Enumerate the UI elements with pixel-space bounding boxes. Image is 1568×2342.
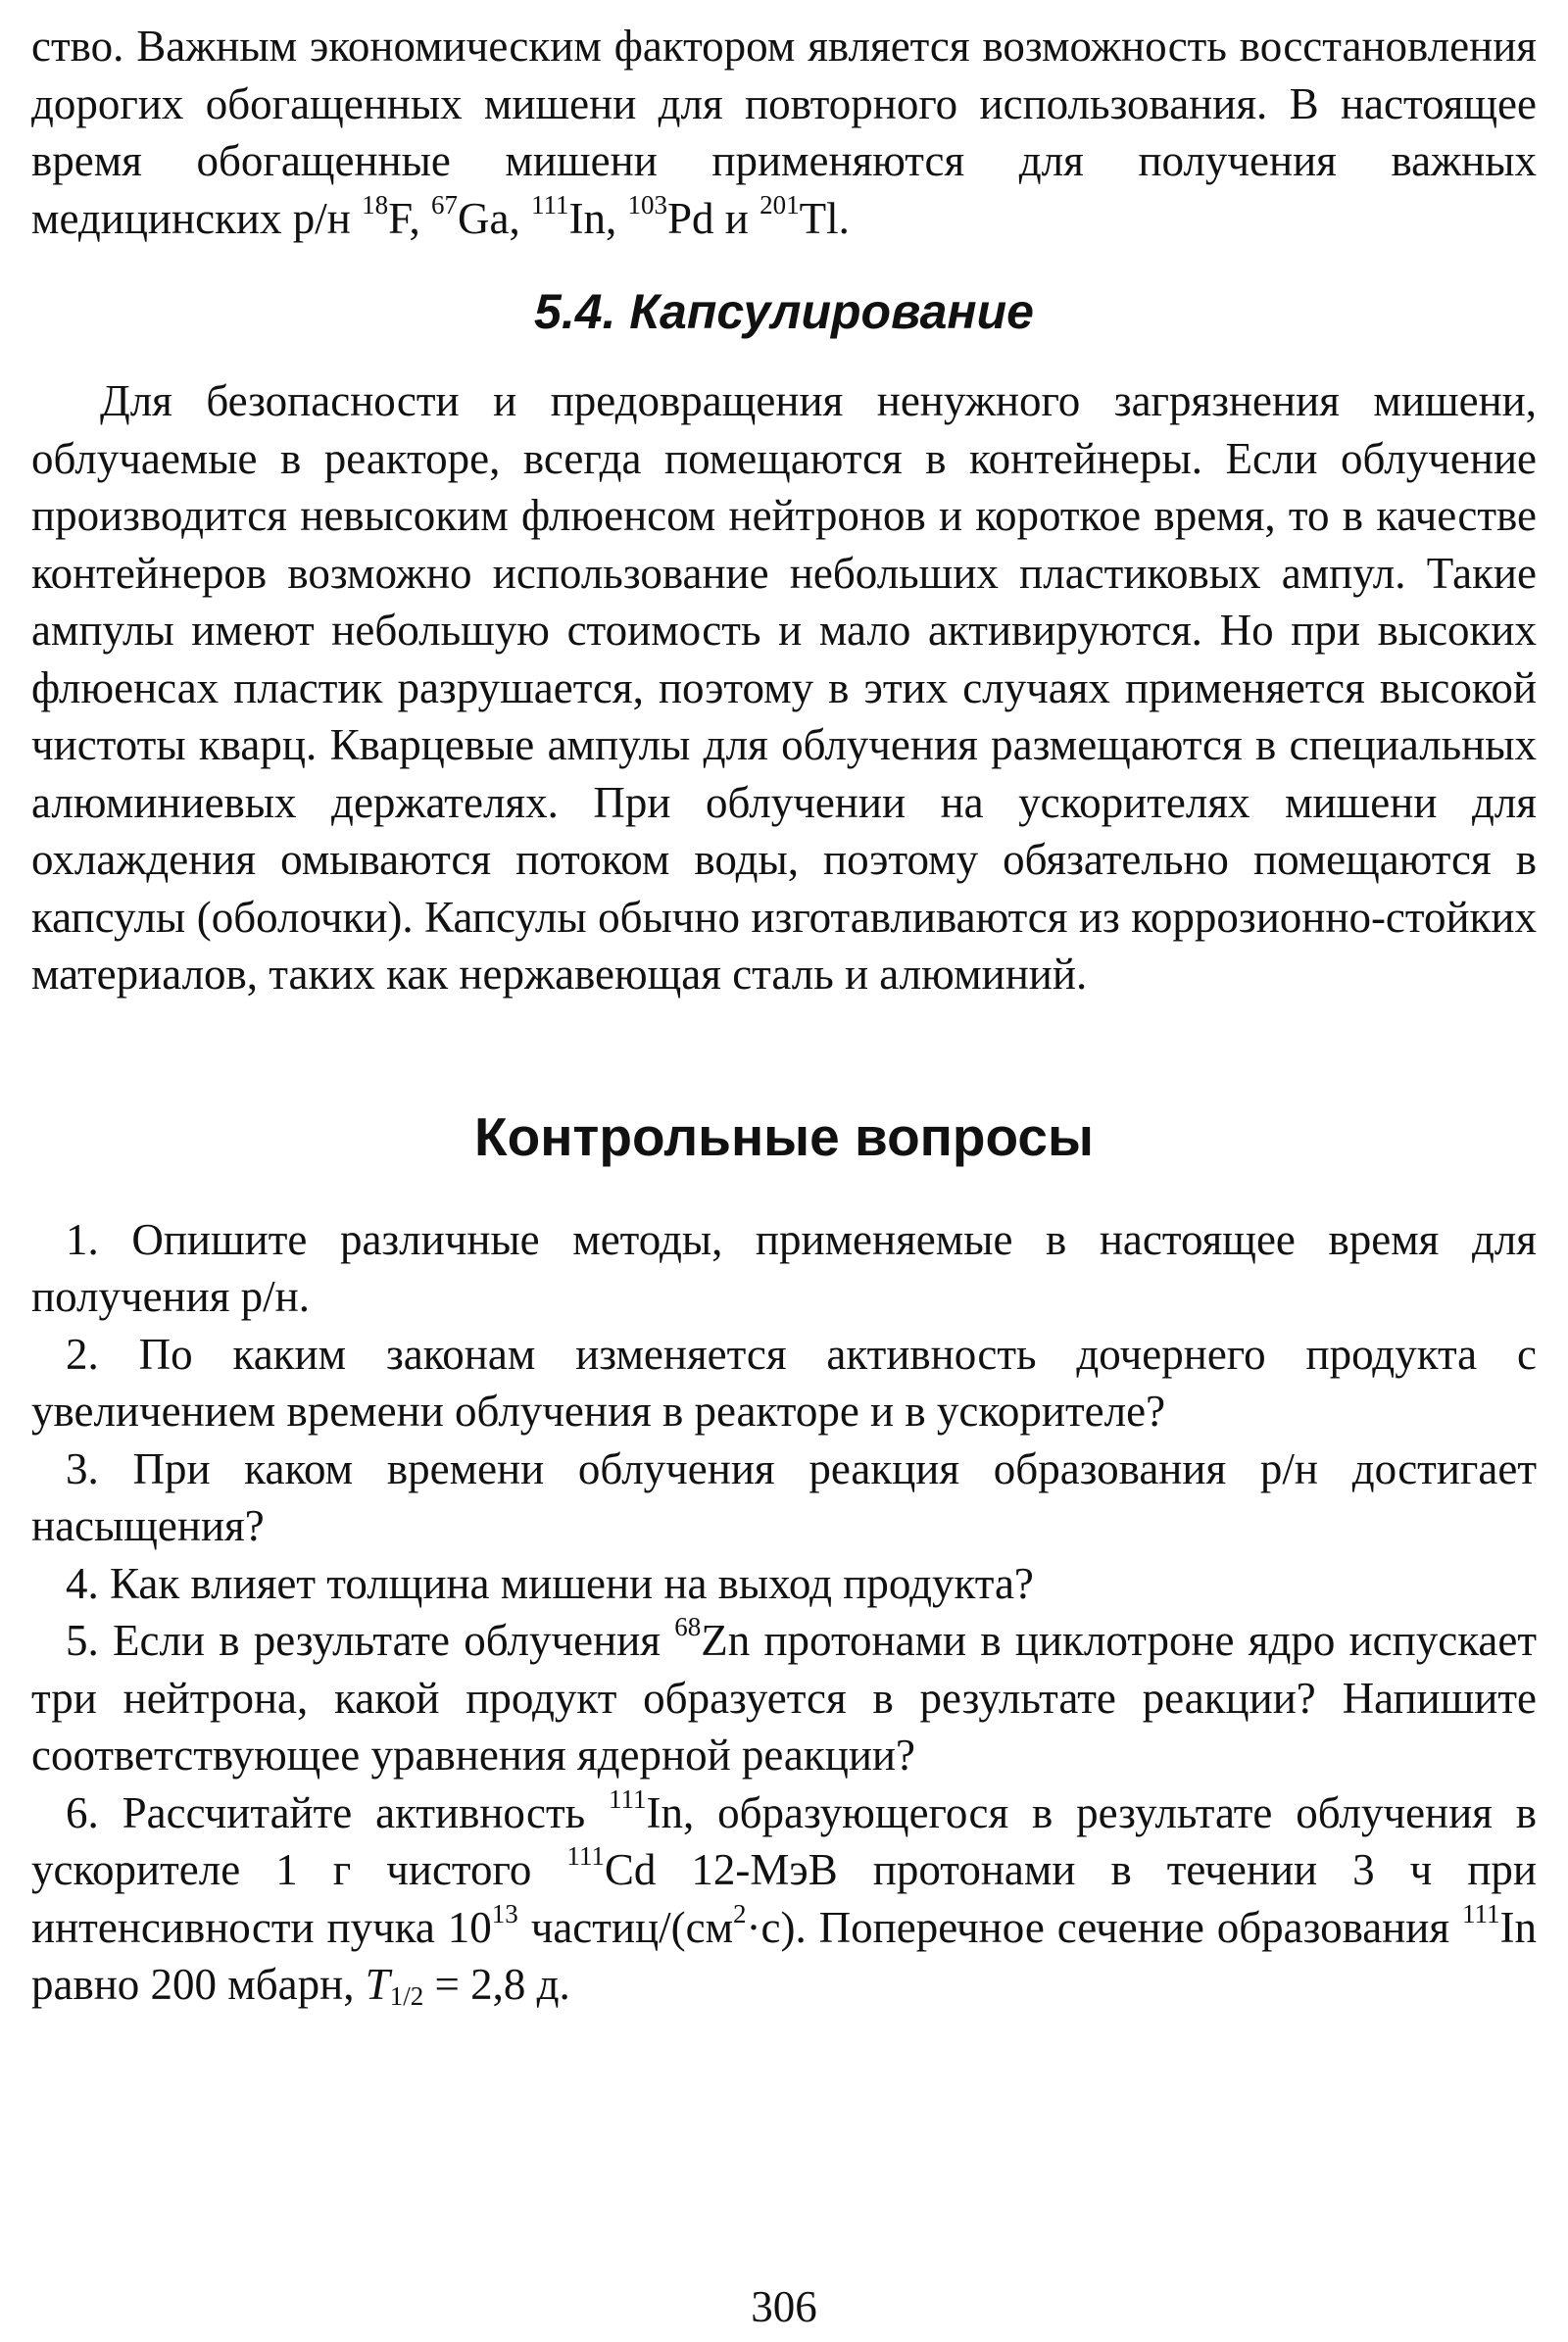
question-item [31, 1784, 1537, 2014]
isotope-symbol: Pd [667, 193, 714, 243]
isotope-mass: 111 [531, 189, 569, 220]
question-text: Рассчитайте активность [122, 1787, 610, 1837]
isotope-mass: 67 [431, 189, 459, 220]
page-number: 306 [751, 2282, 817, 2331]
isotope-separator: , [409, 193, 432, 243]
question-text: = 2,8 д. [423, 1960, 570, 2009]
isotope-mass: 111 [566, 1841, 605, 1871]
intro-paragraph [31, 0, 1537, 247]
question-text: При каком времени облучения реакция образования р/н достигает насыщения? [31, 1443, 1538, 1550]
question-text: Если в результате облучения [113, 1616, 675, 1665]
isotope-symbol: Tl [799, 193, 839, 243]
question-number: 1. [66, 1214, 99, 1264]
question-item [31, 1612, 1537, 1784]
isotope-mass: 103 [627, 189, 668, 220]
question-text: По каким законам изменяется активность дочернего продукта с увеличением времени облучения в реакторе и в ускорителе? [31, 1329, 1538, 1436]
question-text: , образующегося в результате облучения в ускорителе 1 г чистого [31, 1787, 1537, 1894]
question-item [31, 1440, 1537, 1555]
isotope-symbol: Ga [458, 193, 510, 243]
question-text: протонами в циклотроне ядро испускает три нейтрона, какой продукт образуется в результате реакции? Напишите соответствующее уравнения ядерной реакции? [31, 1616, 1538, 1780]
exponent: 2 [733, 1898, 747, 1928]
isotope-mass: 111 [1462, 1898, 1500, 1928]
intro-text: ство. Важным экономическим фактором является возможность восстановления дорогих обогащенных мишени для повторного использования. В настоящее время обогащенные мишени применяются для получения важных медицинских р/н [31, 22, 1537, 243]
isotope-mass: 201 [760, 189, 800, 220]
question-text: Как влияет толщина мишени на выход продукта? [110, 1558, 1034, 1608]
questions-heading: Контрольные вопросы [474, 1105, 1094, 1167]
isotope-separator: . [838, 193, 850, 243]
isotope-separator: , [606, 193, 628, 243]
isotope-symbol: Cd [604, 1845, 657, 1894]
question-text: Опишите различные методы, применяемые в настоящее время для получения р/н. [31, 1214, 1537, 1321]
question-text: 12-МэВ протонами в течении 3 ч при интенсивности пучка 10 [31, 1845, 1537, 1952]
isotope-symbol: In [568, 193, 607, 243]
isotope-mass: 18 [362, 189, 389, 220]
isotope-symbol: Zn [701, 1616, 751, 1665]
question-text: равно 200 мбарн, [31, 1960, 366, 2009]
half-life-symbol: T [365, 1960, 390, 2009]
question-number: 4. [66, 1558, 99, 1608]
isotope-mass: 68 [674, 1612, 702, 1641]
half-life-subscript: 1/2 [389, 1981, 424, 2011]
question-number: 6. [66, 1787, 99, 1837]
isotope-mass: 111 [609, 1783, 647, 1814]
document-page [31, 0, 1537, 2342]
isotope-symbol: In [646, 1787, 684, 1837]
isotope-separator: , [509, 193, 532, 243]
question-item [31, 1211, 1537, 1326]
section-paragraph: Для безопасности и предовращения ненужного загрязнения мишени, облучаемые в реакторе, всегда помещаются в контейнеры. Если облучение производится невысоким флюенсом нейтронов и короткое время, то в качестве контейнеров возможно использование небольших пластиковых ампул. Такие ампулы имеют небольшую стоимость и мало активируются. Но при высоких флюенсах пластик разрушается, поэтому в этих случаях применяется высокой чистоты кварц. Кварцевые ампулы для облучения размещаются в специальных алюминиевых держателях. При облучении на ускорителях мишени для охлаждения омываются потоком воды, поэтому обязательно помещаются в капсулы (оболочки). Капсулы обычно изготавливаются из коррозионно-стойких материалов, таких как нержавеющая сталь и алюминий. [31, 376, 1537, 999]
question-number: 2. [66, 1329, 99, 1379]
question-number: 3. [66, 1443, 99, 1493]
isotope-symbol: In [1499, 1902, 1537, 1952]
isotope-symbol: F [388, 193, 410, 243]
question-number: 5. [66, 1616, 99, 1665]
question-text: частиц/(см [517, 1902, 734, 1952]
question-item [31, 1326, 1537, 1440]
question-text: ·с). Поперечное сечение образования [746, 1902, 1462, 1952]
isotope-separator: и [713, 193, 760, 243]
question-item [31, 1555, 1537, 1613]
section-heading: 5.4. Капсулирование [534, 284, 1034, 339]
exponent: 13 [491, 1898, 518, 1928]
